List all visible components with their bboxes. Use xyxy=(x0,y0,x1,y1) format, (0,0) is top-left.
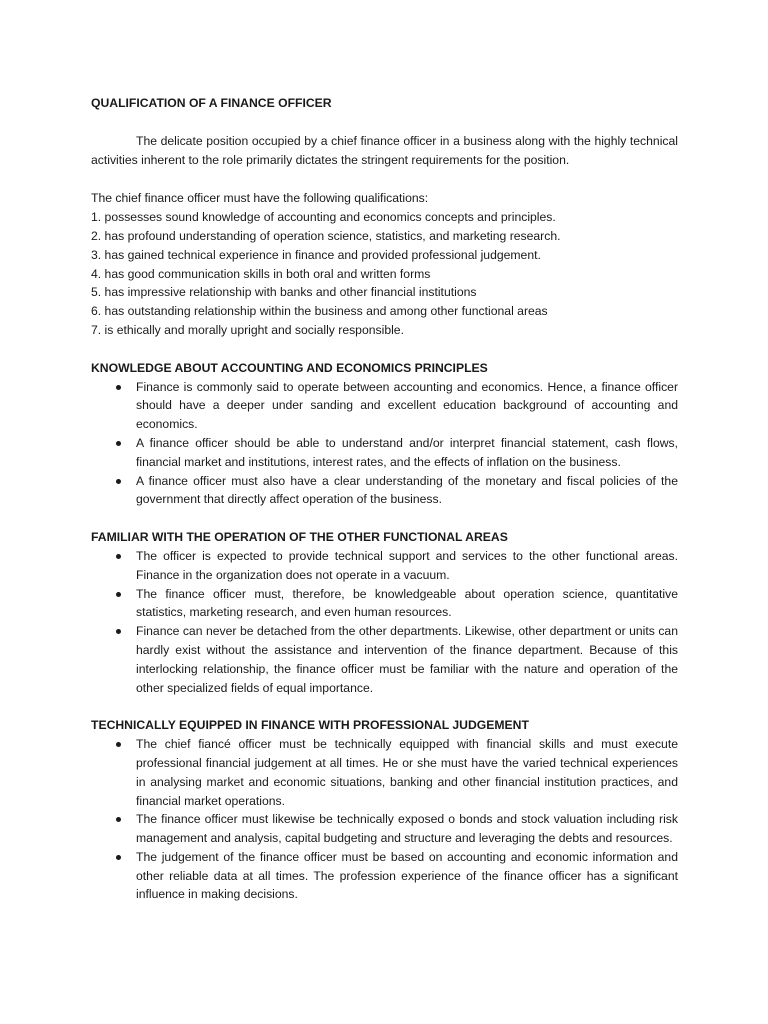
bullet-icon xyxy=(116,592,121,597)
bullet-item xyxy=(91,810,678,848)
bullet-item xyxy=(91,472,678,510)
qualification-item: 1. possesses sound knowledge of accounting and economics concepts and principles. xyxy=(91,210,556,225)
qualifications-lead: The chief finance officer must have the following qualifications: xyxy=(91,191,429,206)
bullet-text: The finance officer must likewise be technically exposed o bonds and stock valuation including risk management and analysis, capital budgeting and structure and leveraging the debts and resources. xyxy=(136,812,678,846)
bullet-icon xyxy=(116,629,121,634)
bullet-icon xyxy=(116,441,121,446)
qualification-item: 3. has gained technical experience in finance and provided professional judgement. xyxy=(91,247,541,262)
qualification-item: 2. has profound understanding of operation science, statistics, and marketing research. xyxy=(91,228,561,243)
qualification-item: 5. has impressive relationship with banks and other financial institutions xyxy=(91,285,477,300)
bullet-item xyxy=(91,547,678,585)
bullet-icon xyxy=(116,385,121,390)
bullet-text: A finance officer must also have a clear understanding of the monetary and fiscal policies of the government that directly affect operation of the business. xyxy=(136,473,678,507)
document-title: QUALIFICATION OF A FINANCE OFFICER xyxy=(91,96,332,110)
bullet-text: The judgement of the finance officer must be based on accounting and economic information and other reliable data at all times. The profession experience of the finance officer has a significant influence in making decisions. xyxy=(136,849,678,902)
bullet-icon xyxy=(116,855,121,860)
qualifications-list xyxy=(91,208,678,340)
qualification-item: 7. is ethically and morally upright and socially responsible. xyxy=(91,322,404,337)
bullet-text: Finance can never be detached from the other departments. Likewise, other department or units can hardly exist without the assistance and intervention of the finance department. Because of this interlocking relationship, the finance officer must be familiar with the nature and operation of the other specialized fields of equal importance. xyxy=(136,624,678,695)
section-bullets-professional-judgement xyxy=(91,735,678,904)
bullet-icon xyxy=(116,742,121,747)
bullet-item xyxy=(91,434,678,472)
qualification-item: 4. has good communication skills in both oral and written forms xyxy=(91,266,431,281)
bullet-icon xyxy=(116,817,121,822)
bullet-item xyxy=(91,622,678,697)
bullet-item xyxy=(91,378,678,434)
bullet-item xyxy=(91,848,678,904)
bullet-item xyxy=(91,585,678,623)
qualification-item: 6. has outstanding relationship within the business and among other functional areas xyxy=(91,304,548,319)
bullet-text: A finance officer should be able to understand and/or interpret financial statement, cash flows, financial market and institutions, interest rates, and the effects of inflation on the business. xyxy=(136,435,678,469)
section-heading-accounting-economics: KNOWLEDGE ABOUT ACCOUNTING AND ECONOMICS PRINCIPLES xyxy=(91,360,488,375)
section-bullets-functional-areas xyxy=(91,547,678,697)
bullet-text: The finance officer must, therefore, be knowledgeable about operation science, quantitative statistics, marketing research, and even human resources. xyxy=(136,586,678,620)
section-bullets-accounting-economics xyxy=(91,378,678,510)
bullet-icon xyxy=(116,479,121,484)
section-heading-professional-judgement: TECHNICALLY EQUIPPED IN FINANCE WITH PROFESSIONAL JUDGEMENT xyxy=(91,718,529,733)
bullet-text: The officer is expected to provide technical support and services to the other functional areas. Finance in the organization does not operate in a vacuum. xyxy=(136,548,678,582)
bullet-item xyxy=(91,735,678,810)
bullet-text: The chief fiancé officer must be technically equipped with financial skills and must execute professional financial judgement at all times. He or she must have the varied technical experiences in analysing market and economic situations, banking and other financial institution practices, and financial market operations. xyxy=(136,737,678,808)
intro-paragraph: The delicate position occupied by a chief finance officer in a business along with the highly technical activities inherent to the role primarily dictates the stringent requirements for the position. xyxy=(91,133,678,167)
bullet-icon xyxy=(116,554,121,559)
bullet-text: Finance is commonly said to operate between accounting and economics. Hence, a finance officer should have a deeper under sanding and excellent education background of accounting and economics. xyxy=(136,379,678,432)
section-heading-functional-areas: FAMILIAR WITH THE OPERATION OF THE OTHER FUNCTIONAL AREAS xyxy=(91,530,508,545)
